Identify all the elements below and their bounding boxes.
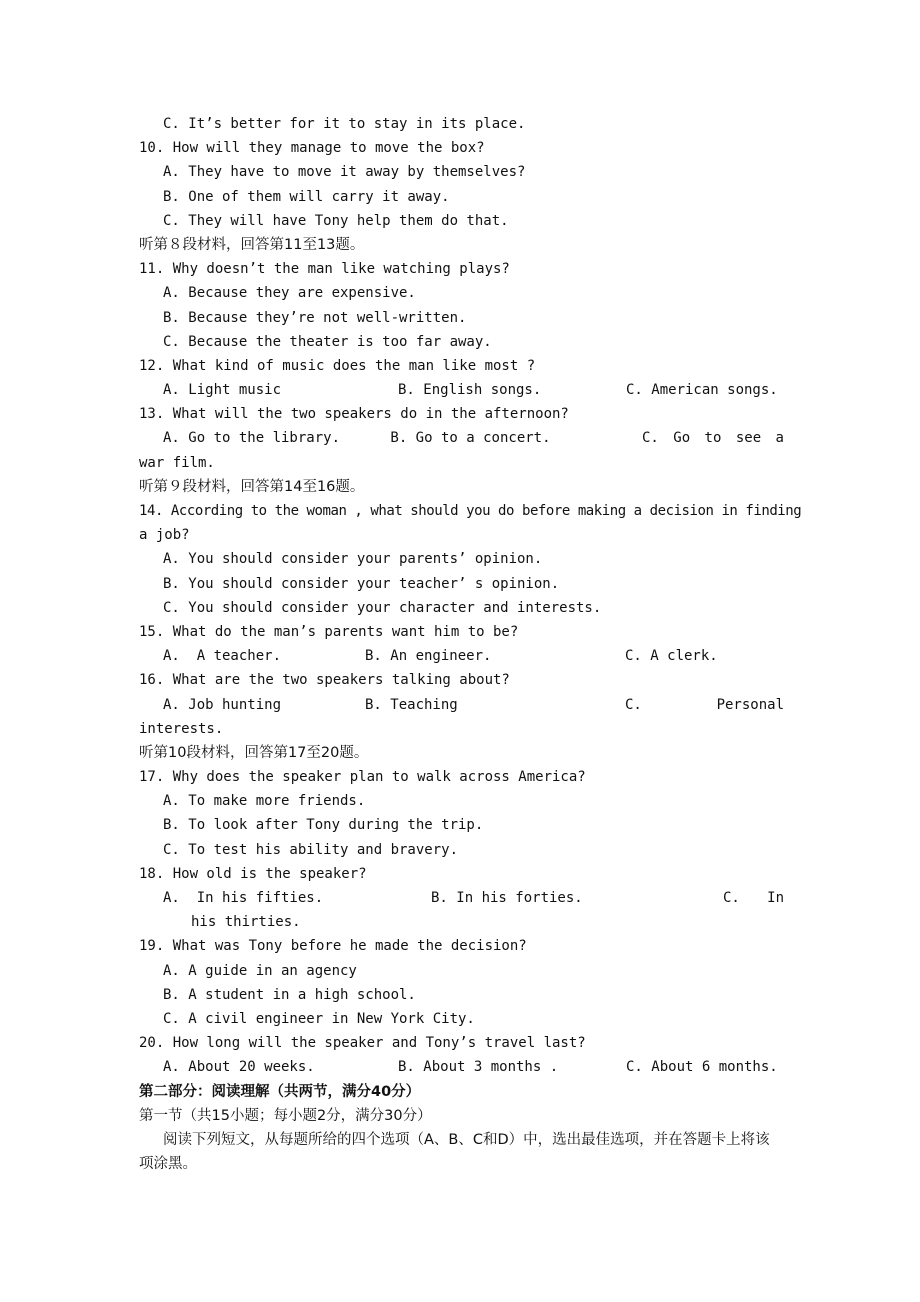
q20-option-c: C. About 6 months. xyxy=(626,1059,778,1076)
q15-options xyxy=(139,644,784,668)
q15-question: 15. What do the man’s parents want him to be? xyxy=(139,623,519,640)
section-8-instruction: 听第８段材料，回答第11至13题。 xyxy=(139,236,365,253)
part-2-heading: 第二部分：阅读理解（共两节，满分40分） xyxy=(139,1083,421,1100)
q14-option-c: C. You should consider your character and interests. xyxy=(163,599,602,616)
q16-option-c-continued: interests. xyxy=(139,720,224,737)
q17-option-b: B. To look after Tony during the trip. xyxy=(163,817,484,834)
q12-option-b: B. English songs. xyxy=(398,382,542,399)
q12-question: 12. What kind of music does the man like most ? xyxy=(139,357,536,374)
q11-option-b: B. Because they’re not well-written. xyxy=(163,309,467,326)
q16-option-b: B. Teaching xyxy=(365,696,458,713)
q15-option-c: C. A clerk. xyxy=(625,648,718,665)
q13-option-c-continued: war film. xyxy=(139,454,215,471)
q13-option-a: A. Go to the library. xyxy=(163,430,341,447)
q18-option-c-text: In xyxy=(767,890,784,906)
q11-option-c: C. Because the theater is too far away. xyxy=(163,333,492,350)
q11-option-a: A. Because they are expensive. xyxy=(163,285,416,302)
q16-option-c-text: Personal xyxy=(716,696,784,713)
q15-option-a: A. A teacher. xyxy=(163,648,282,665)
q10-option-a: A. They have to move it away by themselves? xyxy=(163,164,526,181)
reading-instruction: 阅读下列短文，从每题所给的四个选项（A、B、C和D）中，选出最佳选项，并在答题卡上将该项涂黑。 xyxy=(139,1131,770,1173)
q16-option-c xyxy=(625,693,784,717)
q14-question-line2: a job? xyxy=(139,527,190,544)
q20-question: 20. How long will the speaker and Tony’s travel last? xyxy=(139,1035,586,1052)
q18-question: 18. How old is the speaker? xyxy=(139,865,367,882)
q20-option-a: A. About 20 weeks. xyxy=(163,1059,315,1076)
q13-question: 13. What will the two speakers do in the afternoon? xyxy=(139,406,569,423)
q10-option-b: B. One of them will carry it away. xyxy=(163,188,450,205)
q9-option-c: C. It’s better for it to stay in its place. xyxy=(163,116,526,132)
section-1-heading: 第一节（共15小题；每小题2分，满分30分） xyxy=(139,1107,432,1124)
q19-option-c: C. A civil engineer in New York City. xyxy=(163,1010,475,1027)
exam-page xyxy=(139,112,802,1176)
q11-question: 11. Why doesn’t the man like watching plays? xyxy=(139,261,510,278)
q16-option-c-label: C. xyxy=(625,696,642,713)
section-9-instruction: 听第９段材料，回答第14至16题。 xyxy=(139,478,365,495)
q12-options xyxy=(139,378,784,402)
q17-option-c: C. To test his ability and bravery. xyxy=(163,841,459,858)
q18-options xyxy=(139,886,784,910)
q14-option-a: A. You should consider your parents’ opinion. xyxy=(163,551,543,568)
q14-question-line1: 14. According to the woman , what should you do before making a decision in finding xyxy=(139,503,802,519)
q13-options xyxy=(139,426,784,450)
q13-option-c: C. Go to see a xyxy=(641,430,784,447)
q12-option-a: A. Light music xyxy=(163,382,282,399)
q17-option-a: A. To make more friends. xyxy=(163,793,366,810)
q18-option-b: B. In his forties. xyxy=(431,890,583,906)
q20-option-b: B. About 3 months . xyxy=(398,1059,559,1076)
q18-option-c-label: C. xyxy=(723,890,740,906)
q16-option-a: A. Job hunting xyxy=(163,696,282,713)
q18-option-c-continued: his thirties. xyxy=(191,914,301,931)
q16-question: 16. What are the two speakers talking about? xyxy=(139,672,510,689)
q14-option-b: B. You should consider your teacher’ s opinion. xyxy=(163,575,560,592)
q19-option-b: B. A student in a high school. xyxy=(163,986,416,1003)
q15-option-b: B. An engineer. xyxy=(365,648,492,665)
q16-options xyxy=(139,693,784,717)
q13-option-b: B. Go to a concert. xyxy=(390,430,551,447)
q20-options xyxy=(139,1055,784,1079)
q10-question: 10. How will they manage to move the box? xyxy=(139,140,485,157)
q19-option-a: A. A guide in an agency xyxy=(163,962,357,979)
q18-option-c xyxy=(723,886,784,910)
q12-option-c: C. American songs. xyxy=(626,382,778,399)
q18-option-a: A. In his fifties. xyxy=(163,890,324,906)
q10-option-c: C. They will have Tony help them do that. xyxy=(163,212,509,229)
q17-question: 17. Why does the speaker plan to walk across America? xyxy=(139,769,586,786)
section-10-instruction: 听第10段材料，回答第17至20题。 xyxy=(139,744,369,761)
q19-question: 19. What was Tony before he made the decision? xyxy=(139,938,527,955)
